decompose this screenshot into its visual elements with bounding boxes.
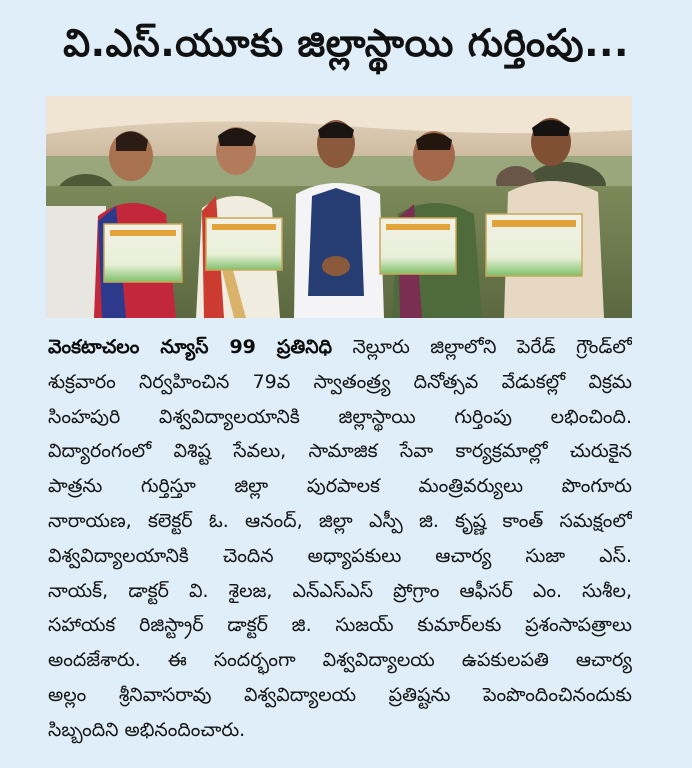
article-line: విద్యారంగంలో విశిష్ట సేవలు, సామాజిక సేవా కార్యక్రమాల్లో చురుకైన xyxy=(48,440,632,463)
article-body xyxy=(48,330,632,748)
news-photo xyxy=(46,96,632,318)
article-line: సహాయక రిజిస్ట్రార్ డాక్టర్ జి. సుజయ్ కుమార్‌లకు ప్రశంసాపత్రాలు xyxy=(48,614,632,637)
article-line: పాత్రను గుర్తిస్తూ జిల్లా పురపాలక మంత్రివర్యులు పొంగూరు xyxy=(48,475,632,498)
article-line: నాయక్, డాక్టర్ వి. శైలజ, ఎన్ఎస్ఎస్ ప్రోగ్రాం ఆఫీసర్ ఎం. సుశీల, xyxy=(48,579,632,602)
article-line: నారాయణ, కలెక్టర్ ఓ. ఆనంద్, జిల్లా ఎస్పీ జి. కృష్ణ కాంత్ సమక్షంలో xyxy=(48,509,632,532)
article-line: సిబ్బందిని అభినందించారు. xyxy=(48,718,246,741)
award-ceremony-photo xyxy=(46,96,632,318)
article-line: సింహపురి విశ్వవిద్యాలయానికి జిల్లాస్థాయి గుర్తింపు లభించింది. xyxy=(48,405,632,428)
article-line: అందజేశారు. ఈ సందర్భంగా విశ్వవిద్యాలయ ఉపకులపతి ఆచార్య xyxy=(48,649,632,672)
article-line: విశ్వవిద్యాలయానికి చెందిన అధ్యాపకులు ఆచార్య సుజా ఎస్. xyxy=(48,544,632,567)
headline: వి.ఎస్.యూకు జిల్లాస్థాయి గుర్తింపు... xyxy=(63,21,629,65)
article-line: శుక్రవారం నిర్వహించిన 79వ స్వాతంత్ర్య దినోత్సవ వేడుకల్లో విక్రమ xyxy=(48,370,632,393)
article-line: అల్లం శ్రీనివాసరావు విశ్వవిద్యాలయ ప్రతిష్టను పెంపొందించినందుకు xyxy=(48,683,632,706)
article-line: వెంకటాచలం న్యూస్ 99 ప్రతినిధి నెల్లూరు జిల్లాలోని పెరేడ్ గ్రౌండ్‌లో xyxy=(48,336,632,358)
dateline: వెంకటాచలం న్యూస్ 99 ప్రతినిధి xyxy=(48,336,333,358)
